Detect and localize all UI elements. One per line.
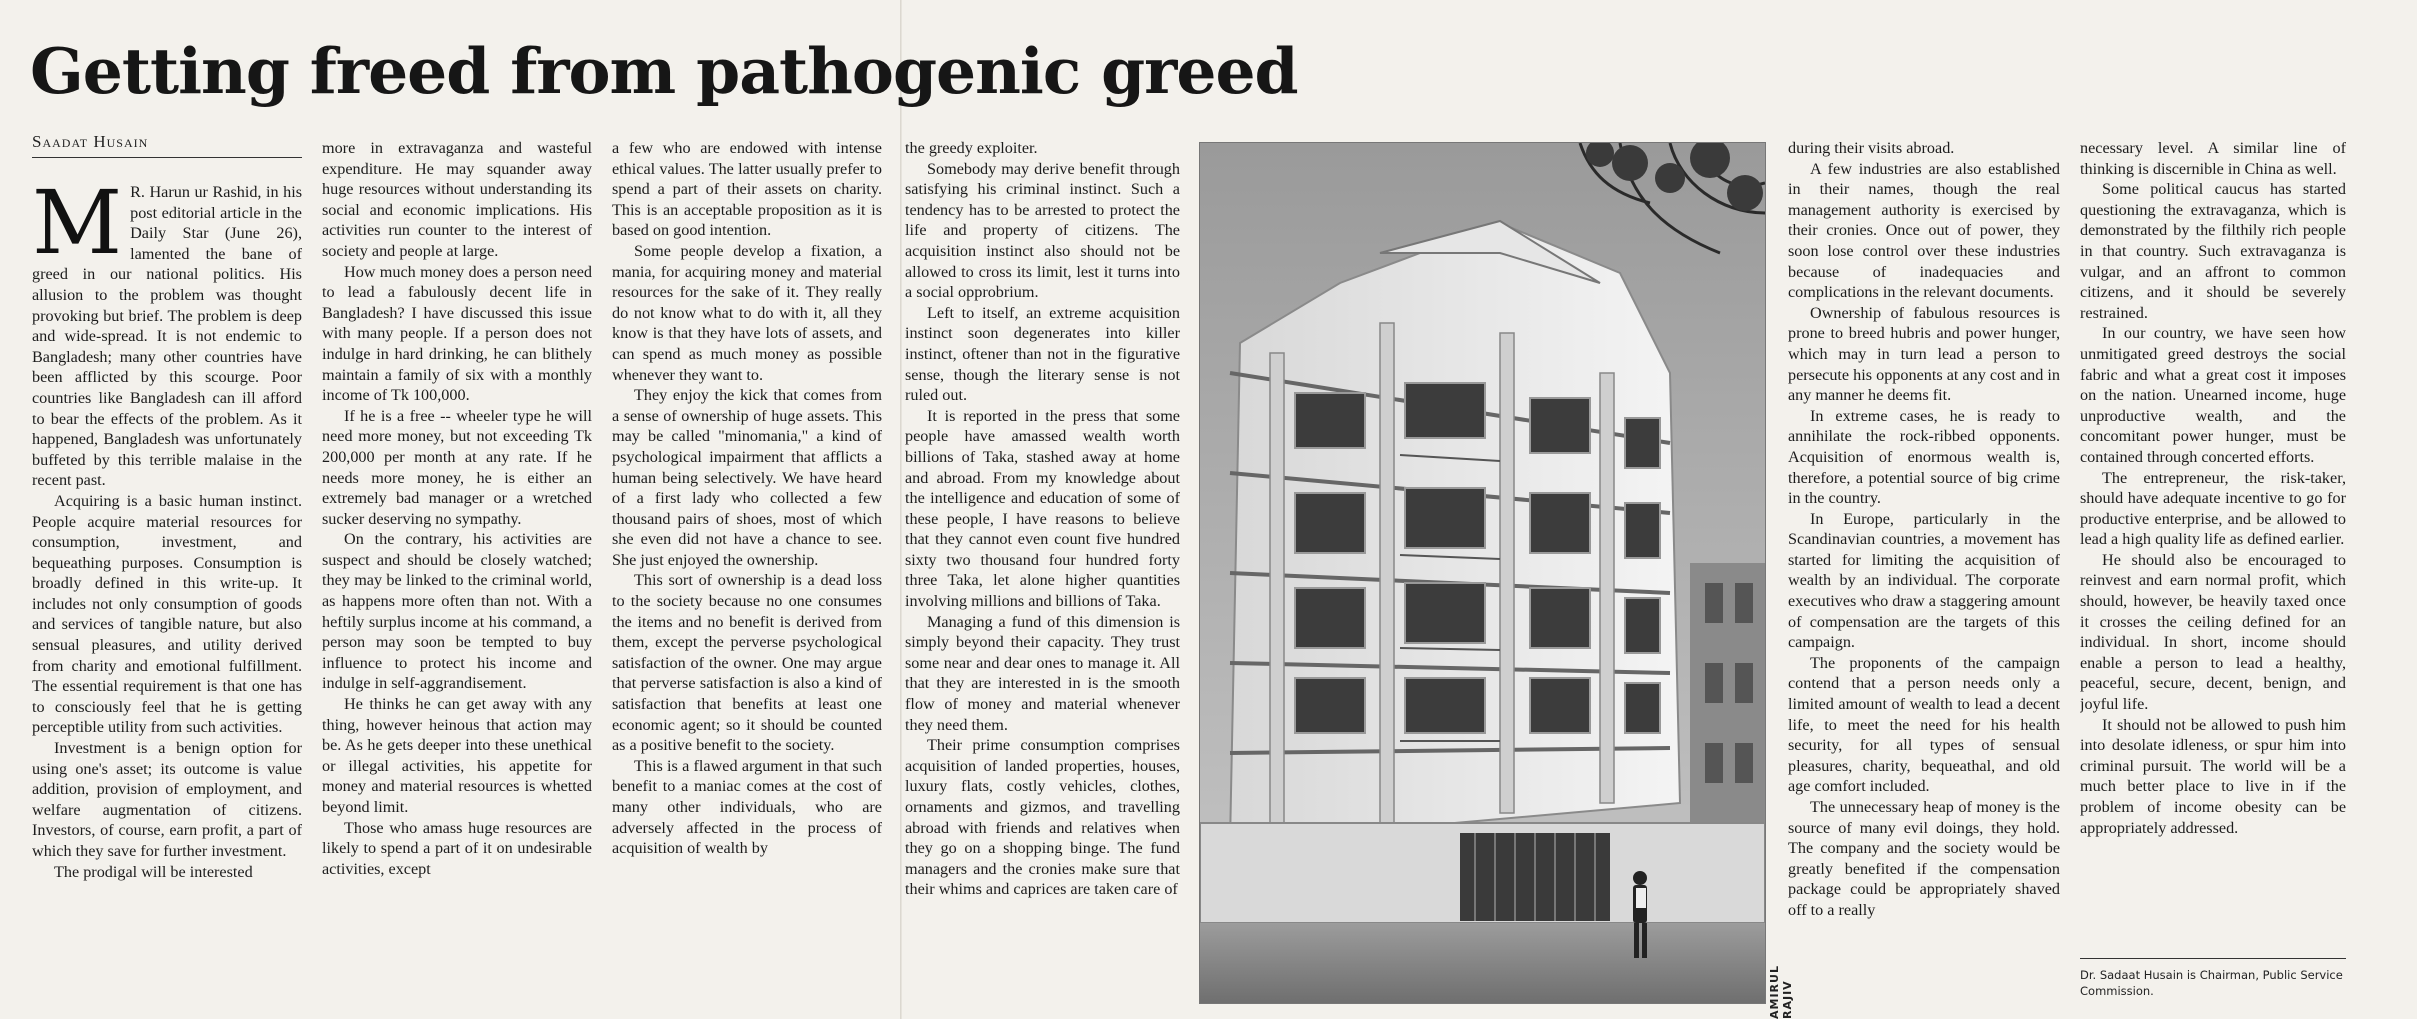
article-column-1 bbox=[32, 182, 302, 1008]
paragraph: a few who are endowed with intense ethical values. The latter usually prefer to spend a part of their assets on charity. This is an acceptable proposition as it is based on good intention. bbox=[612, 139, 882, 240]
paragraph: necessary level. A similar line of thinking is discernible in China as well. bbox=[2080, 139, 2346, 178]
article-column-3 bbox=[612, 138, 882, 1008]
paragraph: In Europe, particularly in the Scandinavian countries, a movement has started for limiting the acquisition of wealth by an individual. The corporate executives who draw a staggering amount of compensation are the targets of this campaign. bbox=[1788, 509, 2060, 652]
paragraph: How much money does a person need to lead a fabulously decent life in Bangladesh? I have discussed this issue with many people. If a person does not indulge in hard drinking, he can blithely maintain a family of six with a monthly income of Tk 100,000. bbox=[322, 262, 592, 405]
paragraph: The entrepreneur, the risk-taker, should have adequate incentive to go for productive enterprise, and be allowed to lead a high quality life as defined earlier. bbox=[2080, 468, 2346, 549]
paragraph: He should also be encouraged to reinvest and earn normal profit, which should, however, be heavily taxed once it crosses the ceiling defined for an individual. In short, income should enable a person to lead a healthy, peaceful, secure, decent, benign, and joyful life. bbox=[2080, 550, 2346, 714]
photo-credit: AMIRUL RAJIV bbox=[1768, 965, 1794, 1019]
paragraph: Those who amass huge resources are likely to spend a part of it on undesirable activities, except bbox=[322, 818, 592, 878]
paragraph: more in extravaganza and wasteful expenditure. He may squander away huge resources without understanding its social and economic implications. His activities run counter to the interest of society and people at large. bbox=[322, 139, 592, 260]
paragraph: They enjoy the kick that comes from a sense of ownership of huge assets. This may be called "minomania," a kind of psychological impairment that afflicts a human being selectively. We have heard of a first lady who collected a few thousand pairs of shoes, most of which she even did not have a chance to see. She just enjoyed the ownership. bbox=[612, 386, 882, 569]
paragraph: during their visits abroad. bbox=[1788, 139, 1955, 157]
paragraph: On the contrary, his activities are suspect and should be closely watched; they may be linked to the criminal world, as happens more often than not. With a heftily surplus income at his command, a person may soon be tempted to buy influence to protect his income and indulge in self-aggrandisement. bbox=[322, 530, 592, 693]
paragraph: This sort of ownership is a dead loss to the society because no one consumes the items and no benefit is derived from them, except the perverse psychological satisfaction of the owner. One may argue that perverse satisfaction is also a kind of satisfaction that benefits at least one economic agent; so it should be counted as a positive benefit to the society. bbox=[612, 571, 882, 755]
paragraph: Investment is a benign option for using one's asset; its outcome is value addition, provision of employment, and welfare augmentation of citizens. Investors, of course, earn profit, a part of which they save for further investment. bbox=[32, 739, 302, 860]
paragraph: A few industries are also established in their names, though the real management authority is exercised by their cronies. Once out of power, they soon lose control over these industries because of inadequacies and complications in the relevant documents. bbox=[1788, 159, 2060, 302]
paragraph: This is a flawed argument in that such benefit to a maniac comes at the cost of many other individuals, who are adversely affected in the process of acquisition of wealth by bbox=[612, 756, 882, 858]
paragraph: Ownership of fabulous resources is prone to breed hubris and power hunger, which may in turn lead a person to persecute his opponents at any cost and in any manner he deems fit. bbox=[1788, 303, 2060, 405]
paragraph: In our country, we have seen how unmitigated greed destroys the social fabric and what a great cost it imposes on the nation. Unearned income, huge unproductive wealth, and the concomitant power hunger, must be contained through concerted efforts. bbox=[2080, 324, 2346, 466]
headline: Getting freed from pathogenic greed bbox=[30, 34, 1298, 108]
paragraph: The prodigal will be interested bbox=[54, 862, 253, 881]
drop-cap: M bbox=[32, 182, 123, 274]
paragraph bbox=[32, 182, 302, 491]
paragraph: The unnecessary heap of money is the source of many evil doings, they hold. The company and the society would be greatly benefited if the compensation package could be appropriately shaved off to a really bbox=[1788, 798, 2060, 919]
paragraph: Managing a fund of this dimension is simply beyond their capacity. They trust some near and dear ones to manage it. All that they are interested in is the smooth flow of money and material whenever they need them. bbox=[905, 612, 1180, 734]
paragraph: He thinks he can get away with any thing, however heinous that action may be. As he gets deeper into these unethical or illegal activities, his appetite for money and material resources is whetted beyond limit. bbox=[322, 695, 592, 816]
paragraph: In extreme cases, he is ready to annihilate the rock-ribbed opponents. Acquisition of enormous wealth is, therefore, a potential source of big crime in the country. bbox=[1788, 406, 2060, 508]
paragraph: The proponents of the campaign contend that a person needs only a limited amount of wealth to lead a decent life, to meet the need for his health security, for all types of sensual pleasures, charity, bequeathal, and old age comfort included. bbox=[1788, 653, 2060, 796]
building-photo bbox=[1199, 142, 1766, 1004]
byline: Saadat Husain bbox=[32, 132, 302, 158]
paragraph: Left to itself, an extreme acquisition instinct soon degenerates into killer instinct, oftener than not in the figurative sense, though the literary sense is not ruled out. bbox=[905, 303, 1180, 405]
paragraph: Their prime consumption comprises acquisition of landed properties, houses, luxury flats, costly vehicles, clothes, ornaments and gizmos, and travelling abroad with friends and relatives when they go on a shopping binge. The fund managers and the cronies make sure that their whims and caprices are taken care of bbox=[905, 736, 1180, 899]
paragraph: the greedy exploiter. bbox=[905, 139, 1038, 157]
paragraph: If he is a free -- wheeler type he will need more money, but not exceeding Tk 200,000 per month at any rate. If he needs more money, he is either an extremely bad manager or a wretched sucker deserving no sympathy. bbox=[322, 406, 592, 528]
author-note: Dr. Sadaat Husain is Chairman, Public Service Commission. bbox=[2080, 958, 2346, 999]
paragraph: Somebody may derive benefit through satisfying his criminal instinct. Such a tendency has to be arrested to protect the life and property of citizens. The acquisition instinct also should not be allowed to cross its limit, lest it turns into a social opprobrium. bbox=[905, 159, 1180, 302]
page-fold bbox=[900, 0, 902, 1019]
paragraph: Acquiring is a basic human instinct. People acquire material resources for consumption, investment, and bequeathing purposes. Consumption is broadly defined in this write-up. It includes not only consumption of goods and services of tangible nature, but also sensual pleasures, and utility derived from charity and emotional fulfillment. The essential requirement is that one has to consciously feel that he is getting perceptible utility from such activities. bbox=[32, 491, 302, 737]
paragraph: It is reported in the press that some people have amassed wealth worth billions of Taka, stashed away at home and abroad. From my knowledge about the intelligence and education of some of these people, I have reasons to believe that they cannot even count five hundred sixty two thousand four hundred forty three Taka, let alone higher quantities involving millions and billions of Taka. bbox=[905, 406, 1180, 611]
paragraph: It should not be allowed to push him into desolate idleness, or spur him into criminal pursuit. The world will be a much better place to live in if the problem of income obesity can be appropriately addressed. bbox=[2080, 715, 2346, 837]
article-column-6 bbox=[2080, 138, 2346, 948]
article-column-4 bbox=[905, 138, 1180, 1008]
article-column-5 bbox=[1788, 138, 2060, 1008]
article-column-2 bbox=[322, 138, 592, 1008]
paragraph: Some people develop a fixation, a mania, for acquiring money and material resources for the sake of it. They really do not know what to do with it, all they know is that they have lots of assets, and can spend as much money as possible whenever they want to. bbox=[612, 241, 882, 384]
paragraph-text: R. Harun ur Rashid, in his post editorial article in the Daily Star (June 26), lamented the bane of greed in our national politics. His allusion to the problem was thought provoking but brief. The problem is deep and wide-spread. It is not endemic to Bangladesh; many other countries have been afflicted by this scourge. Poor countries like Bangladesh can ill afford to bear the effects of the problem. As it happened, Bangladesh was unfortunately buffeted by this terrible malaise in the recent past. bbox=[32, 183, 302, 490]
paragraph: Some political caucus has started questioning the extravaganza, which is demonstrated by the filthily rich people in that country. Such extravaganza is vulgar, and an affront to common citizens, and it should be severely restrained. bbox=[2080, 180, 2346, 322]
